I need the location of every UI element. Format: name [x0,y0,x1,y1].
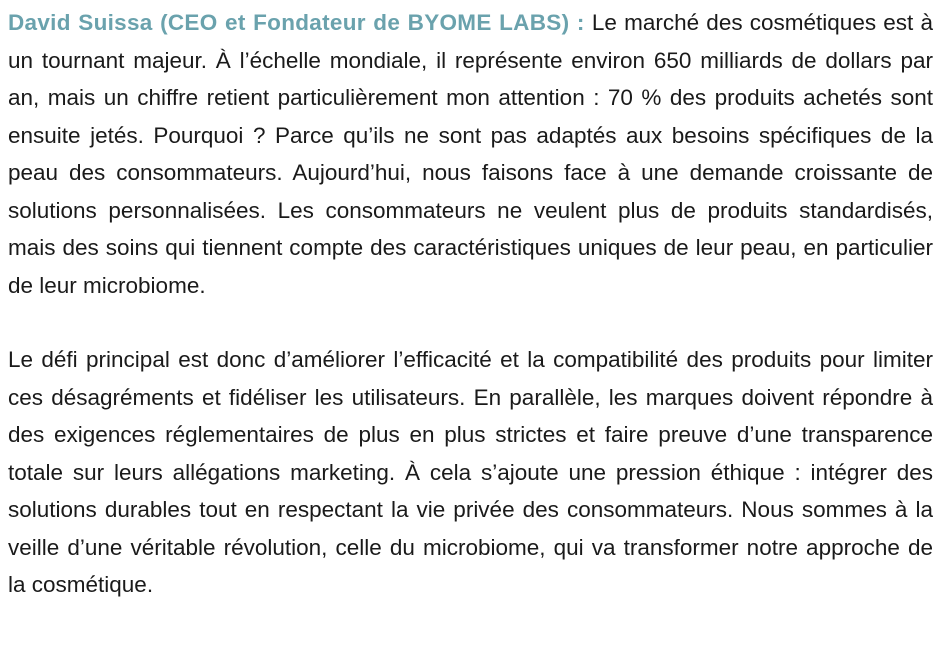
article-body [8,4,933,604]
answer-text: Le marché des cosmétiques est à un tournant majeur. À l’échelle mondiale, il représente environ 650 milliards de dollars par an, mais un chiffre retient particulièrement mon attention : 70 % des produits achetés sont ensuite jetés. Pourquoi ? Parce qu’ils ne sont pas adaptés aux besoins spécifiques de la peau des consommateurs. Aujourd’hui, nous faisons face à une demande croissante de solutions personnalisées. Les consommateurs ne veulent plus de produits standardisés, mais des soins qui tiennent compte des caractéristiques uniques de leur peau, en particulier de leur microbiome. [8,10,933,298]
speaker-name: David Suissa (CEO et Fondateur de BYOME LABS) : [8,10,585,35]
answer-paragraph-2: Le défi principal est donc d’améliorer l’efficacité et la compatibilité des produits pour limiter ces désagréments et fidéliser les utilisateurs. En parallèle, les marques doivent répondre à des exigences réglementaires de plus en plus strictes et faire preuve d’une transparence totale sur leurs allégations marketing. À cela s’ajoute une pression éthique : intégrer des solutions durables tout en respectant la vie privée des consommateurs. Nous sommes à la veille d’une véritable révolution, celle du microbiome, qui va transformer notre approche de la cosmétique. [8,347,933,597]
answer-paragraph [8,4,933,304]
